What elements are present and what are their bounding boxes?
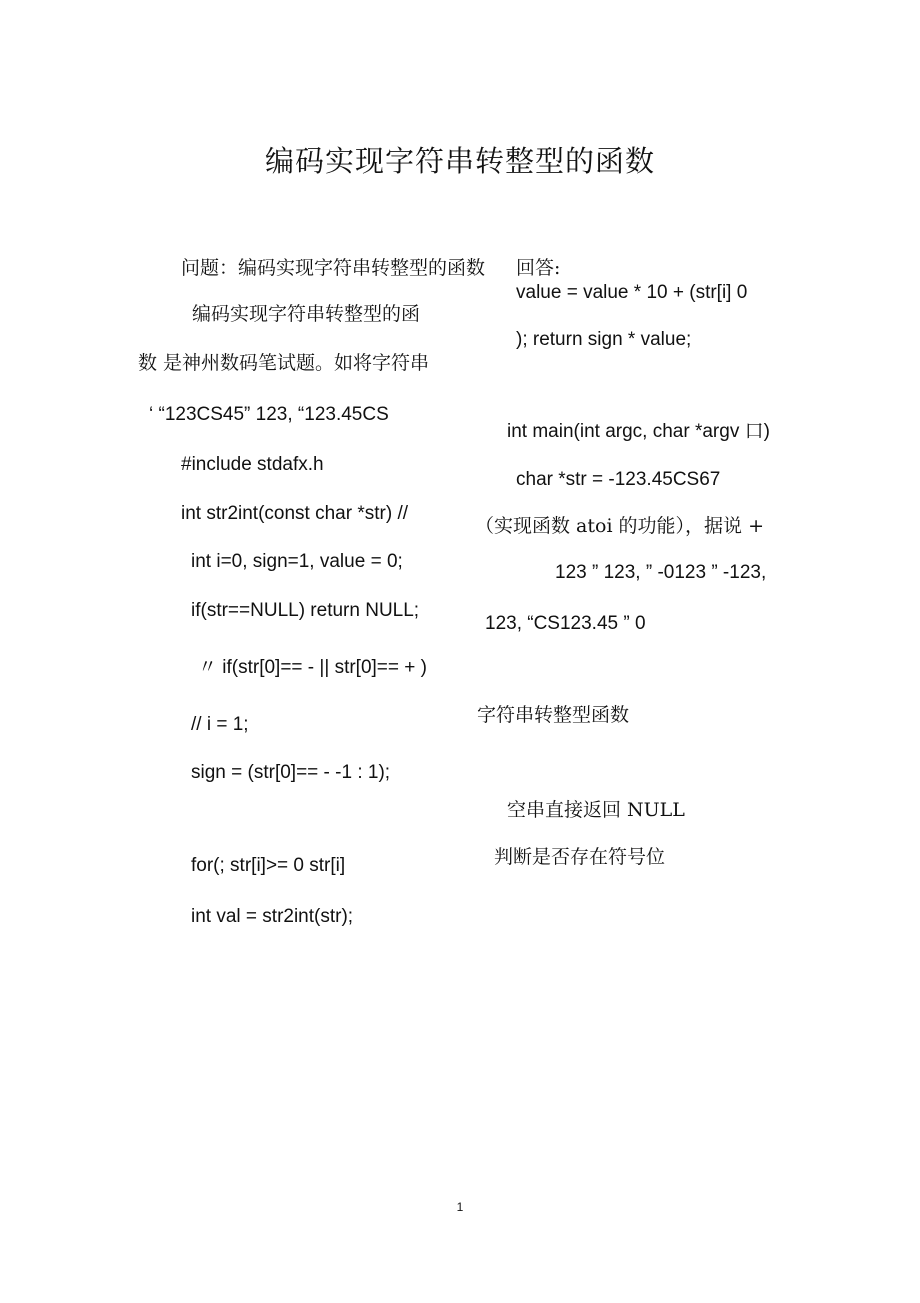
- code-value: value = value * 10 + (str[i] 0: [516, 282, 748, 303]
- code-for-loop: for(; str[i]>= 0 str[i]: [191, 855, 346, 876]
- question-text: 问题：编码实现字符串转整型的函数: [181, 257, 486, 279]
- code-call: int val = str2int(str);: [191, 906, 354, 927]
- code-i-assign: // i = 1;: [191, 714, 249, 735]
- code-sign-check: 〃 if(str[0]== - || str[0]== + ): [198, 657, 427, 678]
- comment-function: 字符串转整型函数: [477, 704, 630, 726]
- intro-line-1: 编码实现字符串转整型的函: [192, 303, 421, 325]
- comment-sign: 判断是否存在符号位: [494, 846, 666, 868]
- example-line-2: 123, “CS123.45 ” 0: [485, 613, 646, 634]
- code-null-check: if(str==NULL) return NULL;: [191, 600, 420, 621]
- example-line-1: 123 ” 123, ” -0123 ” -123,: [555, 562, 767, 583]
- code-signature: int str2int(const char *str) //: [181, 503, 409, 524]
- answer-label: 回答:: [516, 257, 561, 279]
- comment-null: 空串直接返回 NULL: [507, 799, 685, 821]
- intro-line-2: 数 是神州数码笔试题。如将字符串: [138, 352, 430, 374]
- code-str: char *str = -123.45CS67: [516, 469, 721, 490]
- code-include: #include stdafx.h: [181, 454, 324, 475]
- page-number: 1: [456, 1200, 464, 1214]
- intro-line-3: ‘ “123CS45” 123, “123.45CS: [149, 404, 389, 425]
- code-sign-assign: sign = (str[0]== - -1 : 1);: [191, 762, 391, 783]
- code-return: ); return sign * value;: [516, 329, 692, 350]
- atoi-description: （实现函数 atoi 的功能），据说 +: [475, 515, 765, 537]
- page-title: 编码实现字符串转整型的函数: [264, 144, 655, 178]
- code-main: int main(int argc, char *argv 口): [507, 421, 770, 442]
- code-declaration: int i=0, sign=1, value = 0;: [191, 551, 403, 572]
